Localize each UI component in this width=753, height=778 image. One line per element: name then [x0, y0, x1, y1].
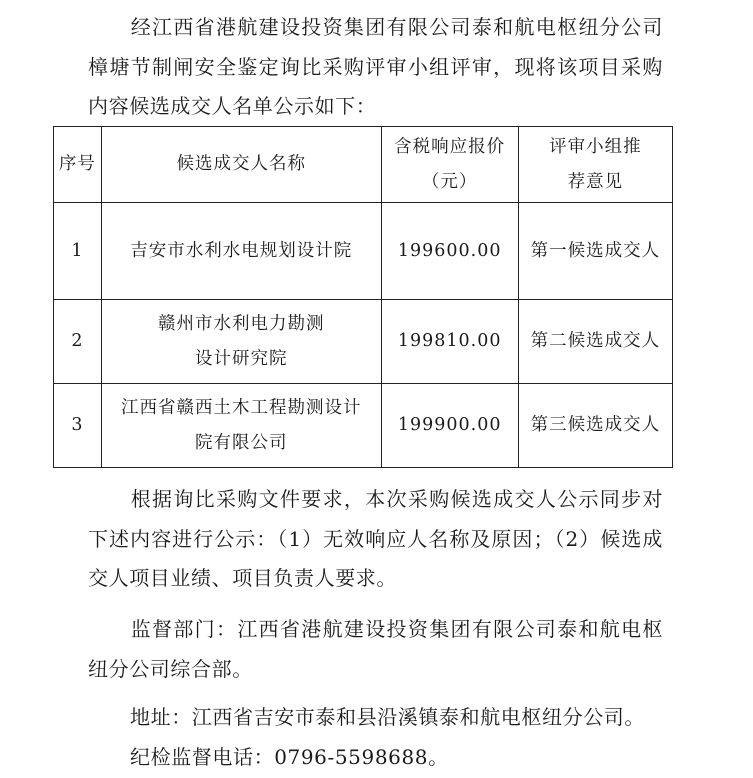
- row-name-line2: 设计研究院: [194, 348, 288, 369]
- row-price: 199900.00: [381, 384, 518, 468]
- address-paragraph: [88, 698, 663, 738]
- intro-paragraph: [88, 8, 663, 127]
- table-row: [54, 203, 673, 300]
- row-opinion: 第一候选成交人: [518, 203, 672, 300]
- row-name-line1: 赣州市水利电力勘测: [157, 313, 325, 334]
- row-price: 199600.00: [381, 203, 518, 300]
- header-price-line1: 含税响应报价: [394, 136, 506, 157]
- row-name-line1: 江西省赣西土木工程勘测设计: [120, 397, 362, 418]
- row-name: [101, 384, 381, 468]
- header-price: [381, 127, 518, 203]
- row-no: 2: [54, 300, 102, 384]
- table-header-row: [54, 127, 673, 203]
- basis-text: 根据询比采购文件要求，本次采购候选成交人公示同步对下述内容进行公示：（1）无效响应人名称及原因；（2）候选成交人项目业绩、项目负责人要求。: [88, 487, 663, 590]
- candidates-table: [53, 126, 673, 468]
- row-opinion: 第三候选成交人: [518, 384, 672, 468]
- supervision-text: 监督部门：江西省港航建设投资集团有限公司泰和航电枢纽分公司综合部。: [88, 617, 663, 681]
- table-row: [54, 300, 673, 384]
- phone-text: 纪检监督电话：0796-5598688。: [130, 745, 449, 769]
- row-opinion: 第二候选成交人: [518, 300, 672, 384]
- address-text: 地址：江西省吉安市泰和县沿溪镇泰和航电枢纽分公司。: [130, 705, 645, 729]
- phone-paragraph: [88, 738, 663, 778]
- supervision-paragraph: [88, 610, 663, 689]
- header-name: 候选成交人名称: [101, 127, 381, 203]
- intro-text: 经江西省港航建设投资集团有限公司泰和航电枢纽分公司樟塘节制闸安全鉴定询比采购评审小组评审，现将该项目采购内容候选成交人名单公示如下：: [88, 15, 663, 118]
- row-name-line2: 院有限公司: [194, 432, 288, 453]
- basis-paragraph: [88, 480, 663, 599]
- row-no: 3: [54, 384, 102, 468]
- table-row: [54, 384, 673, 468]
- header-opinion: [518, 127, 672, 203]
- header-opinion-line1: 评审小组推: [549, 136, 642, 157]
- row-name-line1: 吉安市水利水电规划设计院: [130, 240, 353, 261]
- row-no: 1: [54, 203, 102, 300]
- row-name: [101, 300, 381, 384]
- header-opinion-line2: 荐意见: [567, 171, 624, 192]
- header-no: 序号: [54, 127, 102, 203]
- row-price: 199810.00: [381, 300, 518, 384]
- row-name: [101, 203, 381, 300]
- header-price-line2: （元）: [421, 171, 478, 192]
